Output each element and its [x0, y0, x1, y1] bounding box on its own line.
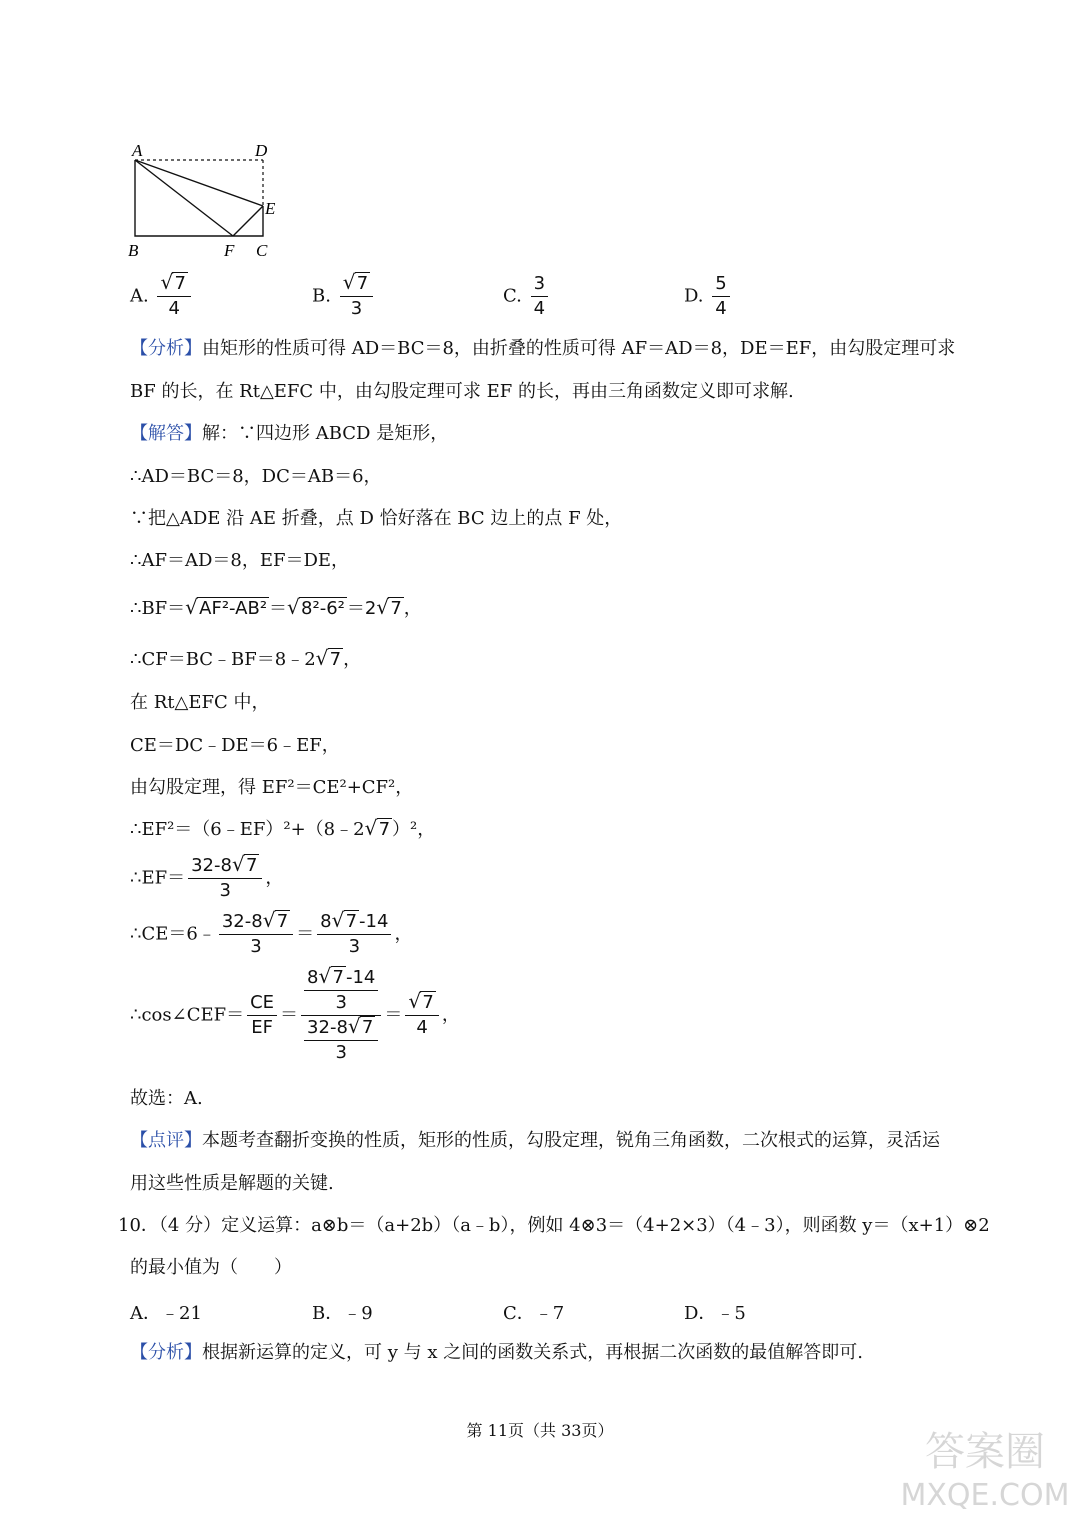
option-c[interactable]: [503, 272, 551, 321]
solution-line-3: ∵把△ADE 沿 AE 折叠，点 D 恰好落在 BC 边上的点 F 处，: [130, 508, 623, 529]
solution-line-14: 故选：A.: [130, 1088, 203, 1109]
q10-option-a[interactable]: A．﹣21: [130, 1303, 202, 1324]
solution-line-4: ∴AF＝AD＝8，EF＝DE，: [130, 550, 350, 571]
solution-line-5: ∴BF＝ √ AF²-AB² ＝ √ 8²-6² ＝2 √ 7 ，: [130, 595, 422, 619]
point-label-e: E: [265, 199, 276, 218]
solution-line-2: ∴AD＝BC＝8，DC＝AB＝6，: [130, 466, 382, 487]
q10-option-b[interactable]: B．﹣9: [312, 1303, 373, 1324]
analysis-tag: 【分析】: [130, 338, 202, 359]
option-c-label: C.: [503, 285, 522, 307]
option-a[interactable]: [130, 272, 194, 321]
solution-line-9: 由勾股定理，得 EF²＝CE²+CF²，: [130, 777, 414, 798]
solution-line-13: ∴cos∠CEF＝ $\frac{CE}{EF}$ ＝ 8 √ 7 -14 3 32-8 √ 7 3 ＝ √ 7 4 ，: [130, 964, 460, 1063]
watermark-logo: 答案圈 MXQE.COM: [900, 1429, 1070, 1513]
solution-line-12: ∴CE＝6﹣ 32-8 √ 7 3 ＝ 8 √ 7 -14 3 ，: [130, 908, 413, 957]
point-label-c: C: [256, 241, 268, 260]
q10-option-c[interactable]: C．﹣7: [503, 1303, 565, 1324]
q10-analysis-line: 【分析】根据新运算的定义，可 y 与 x 之间的函数关系式，再根据二次函数的最值解答即可.: [130, 1342, 863, 1363]
option-a-label: A.: [130, 285, 149, 307]
solution-line-8: CE＝DC﹣DE＝6﹣EF，: [130, 735, 340, 756]
q10-analysis-tag: 【分析】: [130, 1342, 202, 1363]
solution-line-11: ∴EF＝ 32-8 √ 7 3 ，: [130, 852, 284, 901]
point-label-a: A: [132, 141, 143, 160]
review-line-1: 【点评】本题考查翻折变换的性质，矩形的性质，勾股定理，锐角三角函数，二次根式的运算，灵活运: [130, 1130, 940, 1151]
analysis-line-2: BF 的长，在 Rt△EFC 中，由勾股定理可求 EF 的长，再由三角函数定义即可求解.: [130, 381, 794, 402]
option-a-fraction: √ 7 4: [157, 272, 190, 321]
q10-option-d[interactable]: D．﹣5: [684, 1303, 746, 1324]
point-label-d: D: [255, 141, 268, 160]
review-line-2: 用这些性质是解题的关键.: [130, 1173, 334, 1194]
question-10-line-1: 10．（4 分）定义运算：a⊗b＝（a+2b）（a﹣b），例如 4⊗3＝（4+2×3）（4﹣3），则函数 y＝（x+1）⊗2: [118, 1215, 990, 1236]
solution-line-6: ∴CF＝BC﹣BF＝8﹣2 √ 7 ，: [130, 646, 362, 670]
option-c-fraction: $\frac{3}{4}$: [531, 272, 548, 321]
page-footer: 第 11页（共 33页）: [466, 1421, 614, 1440]
solution-tag: 【解答】: [130, 423, 202, 444]
analysis-line-1: 【分析】由矩形的性质可得 AD＝BC＝8，由折叠的性质可得 AF＝AD＝8，DE＝EF，由勾股定理可求: [130, 338, 956, 359]
question-10-line-2: 的最小值为（ ）: [130, 1257, 292, 1278]
solution-line-7: 在 Rt△EFC 中，: [130, 692, 270, 713]
solution-line-1: 【解答】解：∵四边形 ABCD 是矩形，: [130, 423, 449, 444]
point-label-f: F: [224, 241, 235, 260]
solution-line-10: ∴EF²＝（6﹣EF）²+（8﹣2 √ 7 ）²，: [130, 816, 436, 840]
option-d[interactable]: [684, 272, 733, 321]
rectangle-fold-figure: [118, 138, 298, 263]
point-label-b: B: [128, 241, 139, 260]
option-b-label: B.: [312, 285, 331, 307]
option-d-fraction: $\frac{5}{4}$: [712, 272, 729, 321]
option-b-fraction: √ 7 3: [340, 272, 373, 321]
option-d-label: D.: [684, 285, 704, 307]
review-tag: 【点评】: [130, 1130, 202, 1151]
option-b[interactable]: [312, 272, 376, 321]
